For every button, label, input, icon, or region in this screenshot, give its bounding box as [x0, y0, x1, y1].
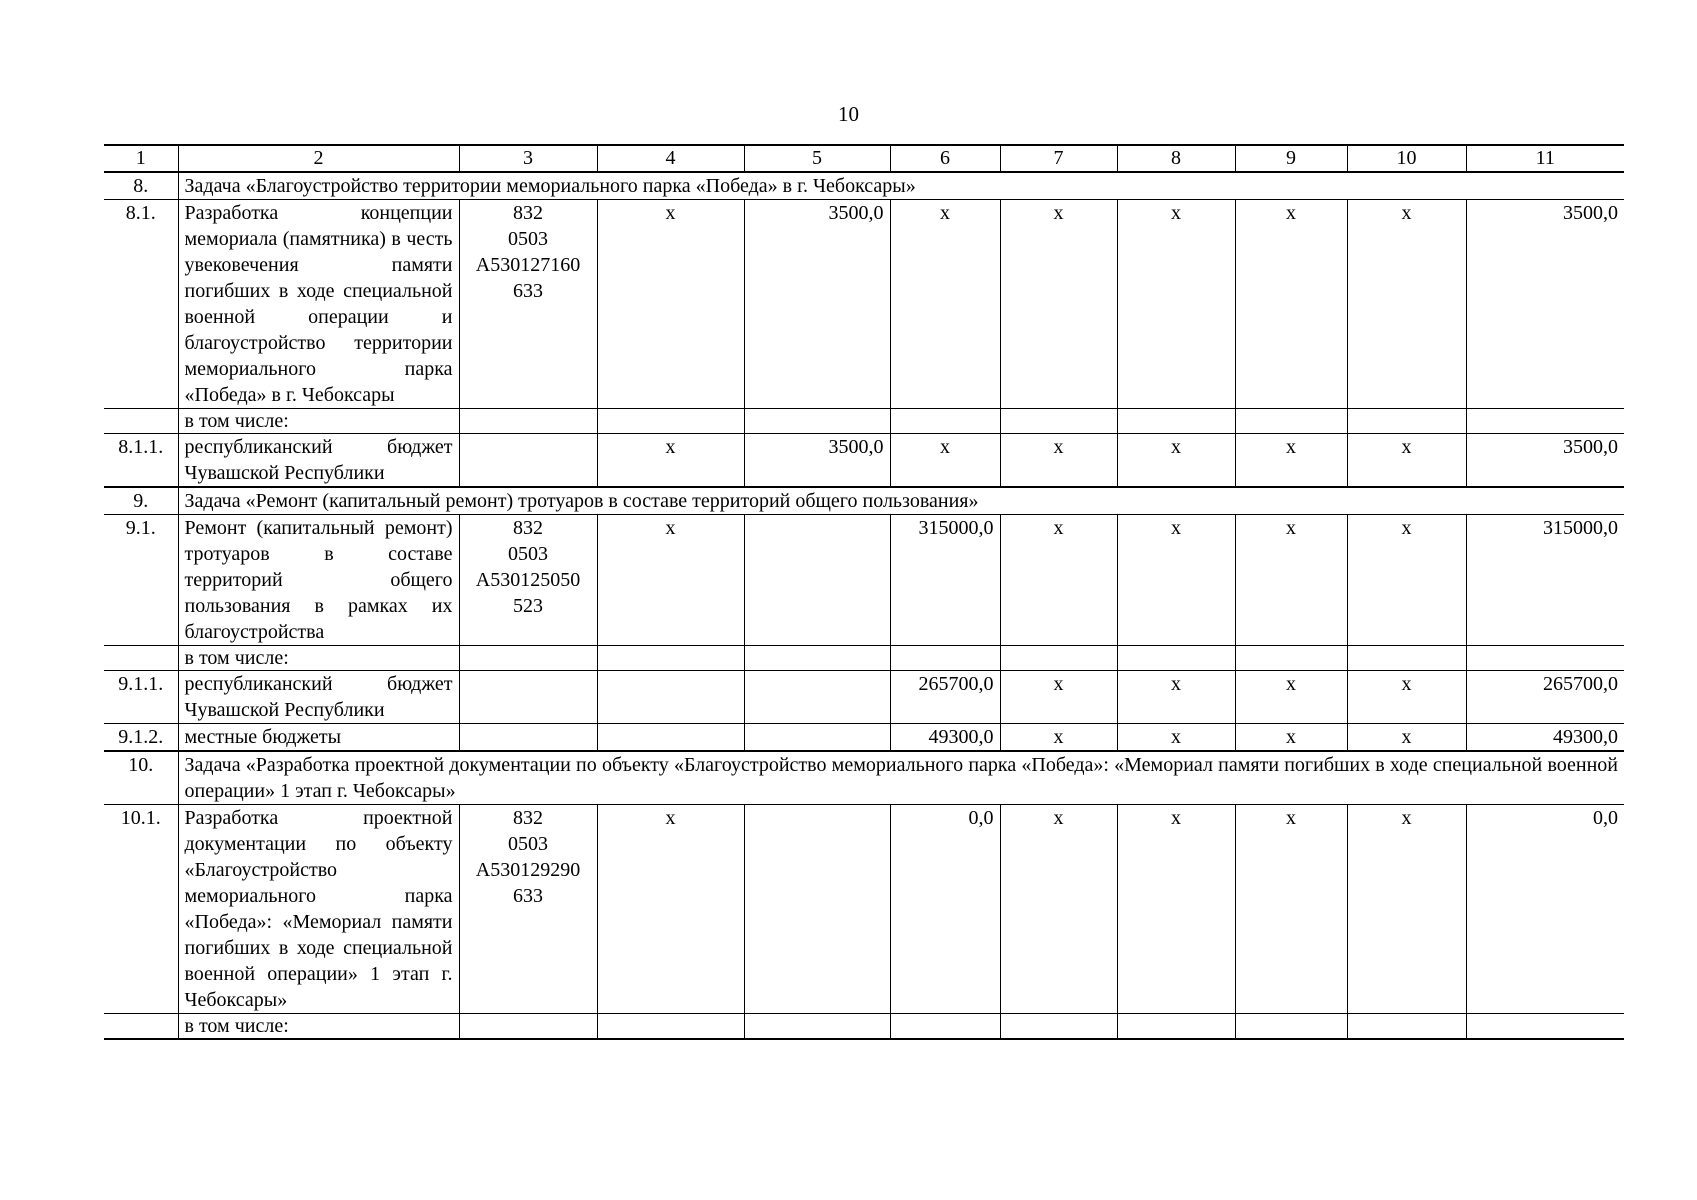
value-cell: [597, 724, 744, 752]
value-cell: x: [1235, 805, 1347, 1014]
value-cell: [1235, 1014, 1347, 1040]
value-cell: x: [1347, 671, 1466, 724]
budget-code: [459, 724, 597, 752]
value-cell: [597, 671, 744, 724]
value-cell: x: [1000, 724, 1117, 752]
value-cell: x: [1235, 515, 1347, 646]
row-number: 8.1.: [104, 200, 178, 409]
value-cell: [744, 1014, 890, 1040]
budget-code: [459, 200, 597, 409]
item-row: [104, 671, 1624, 724]
budget-code-line: 0503: [508, 833, 548, 855]
header-row: [104, 145, 1624, 172]
header-cell: 1: [104, 145, 178, 172]
value-cell: x: [1347, 805, 1466, 1014]
item-name: Разработка концепции мемориала (памятника) в честь увековечения памяти погибших в ходе специальной военной операции и благоустройство территории мемориального парка «Победа» в г. Чебоксары: [178, 200, 459, 409]
item-row: [104, 724, 1624, 752]
budget-code-line: 633: [513, 280, 543, 302]
total-cell: 265700,0: [1466, 671, 1624, 724]
budget-code: [459, 805, 597, 1014]
value-cell: x: [1117, 515, 1235, 646]
budget-code-line: 832: [513, 202, 543, 224]
item-name: Разработка проектной документации по объекту «Благоустройство мемориального парка «Победа»: «Мемориал памяти погибших в ходе специальной военной операции» 1 этап г. Чебоксары»: [178, 805, 459, 1014]
page-number: 10: [838, 102, 859, 126]
value-cell: 315000,0: [890, 515, 1000, 646]
item-row: [104, 805, 1624, 1014]
budget-code: [459, 515, 597, 646]
row-number: [104, 1014, 178, 1040]
header-cell: 5: [744, 145, 890, 172]
row-number: 10.1.: [104, 805, 178, 1014]
task-row: [104, 487, 1624, 515]
budget-code: [459, 1014, 597, 1040]
header-cell: 4: [597, 145, 744, 172]
value-cell: 49300,0: [890, 724, 1000, 752]
item-name: местные бюджеты: [178, 724, 459, 752]
header-cell: 10: [1347, 145, 1466, 172]
item-name: в том числе:: [178, 409, 459, 434]
value-cell: [1347, 646, 1466, 671]
value-cell: x: [597, 434, 744, 488]
value-cell: [1117, 409, 1235, 434]
budget-code-line: А530125050: [475, 569, 581, 591]
header-cell: 9: [1235, 145, 1347, 172]
value-cell: [744, 724, 890, 752]
value-cell: x: [1117, 671, 1235, 724]
value-cell: [1117, 646, 1235, 671]
total-cell: 3500,0: [1466, 200, 1624, 409]
value-cell: [744, 409, 890, 434]
value-cell: x: [1347, 200, 1466, 409]
value-cell: [1347, 409, 1466, 434]
item-name: в том числе:: [178, 646, 459, 671]
task-row: [104, 172, 1624, 200]
total-cell: 49300,0: [1466, 724, 1624, 752]
row-number: 9.: [104, 487, 178, 515]
value-cell: [1235, 646, 1347, 671]
value-cell: x: [1117, 434, 1235, 488]
budget-table: [104, 144, 1624, 1040]
value-cell: [744, 671, 890, 724]
value-cell: x: [1000, 200, 1117, 409]
value-cell: x: [1235, 434, 1347, 488]
row-number: 8.1.1.: [104, 434, 178, 488]
value-cell: x: [1117, 805, 1235, 1014]
item-name: в том числе:: [178, 1014, 459, 1040]
value-cell: 265700,0: [890, 671, 1000, 724]
value-cell: x: [890, 200, 1000, 409]
value-cell: x: [597, 200, 744, 409]
item-name: республиканский бюджет Чувашской Республики: [178, 671, 459, 724]
value-cell: [1000, 409, 1117, 434]
value-cell: 3500,0: [744, 200, 890, 409]
value-cell: x: [1000, 515, 1117, 646]
budget-code-line: 832: [513, 807, 543, 829]
budget-code-line: А530129290: [475, 859, 581, 881]
value-cell: [890, 409, 1000, 434]
budget-code-line: А530127160: [475, 254, 581, 276]
row-number: 8.: [104, 172, 178, 200]
header-cell: 3: [459, 145, 597, 172]
value-cell: 0,0: [890, 805, 1000, 1014]
value-cell: x: [1117, 724, 1235, 752]
value-cell: [597, 1014, 744, 1040]
row-number: [104, 409, 178, 434]
value-cell: x: [1000, 805, 1117, 1014]
value-cell: x: [1347, 434, 1466, 488]
budget-code-line: 832: [513, 517, 543, 539]
total-cell: [1466, 1014, 1624, 1040]
item-row: [104, 200, 1624, 409]
budget-code: [459, 671, 597, 724]
row-number: 9.1.2.: [104, 724, 178, 752]
value-cell: [744, 515, 890, 646]
value-cell: x: [1000, 671, 1117, 724]
total-cell: 3500,0: [1466, 434, 1624, 488]
value-cell: x: [1235, 724, 1347, 752]
total-cell: [1466, 409, 1624, 434]
value-cell: x: [1347, 515, 1466, 646]
value-cell: x: [890, 434, 1000, 488]
budget-code: [459, 409, 597, 434]
value-cell: [890, 1014, 1000, 1040]
value-cell: x: [1235, 200, 1347, 409]
value-cell: x: [597, 515, 744, 646]
budget-code-line: 523: [513, 595, 543, 617]
row-number: [104, 646, 178, 671]
row-number: 9.1.: [104, 515, 178, 646]
budget-code-line: 0503: [508, 228, 548, 250]
value-cell: x: [1235, 671, 1347, 724]
value-cell: [1000, 1014, 1117, 1040]
row-number: 10.: [104, 751, 178, 805]
task-title: Задача «Ремонт (капитальный ремонт) тротуаров в составе территорий общего пользования»: [178, 487, 1624, 515]
item-row: [104, 434, 1624, 488]
header-cell: 7: [1000, 145, 1117, 172]
value-cell: [744, 805, 890, 1014]
value-cell: [744, 646, 890, 671]
budget-code-line: 0503: [508, 543, 548, 565]
value-cell: [1235, 409, 1347, 434]
value-cell: [597, 409, 744, 434]
total-cell: 315000,0: [1466, 515, 1624, 646]
value-cell: [1117, 1014, 1235, 1040]
value-cell: 3500,0: [744, 434, 890, 488]
value-cell: x: [1117, 200, 1235, 409]
header-cell: 2: [178, 145, 459, 172]
header-cell: 8: [1117, 145, 1235, 172]
row-number: 9.1.1.: [104, 671, 178, 724]
budget-code-line: 633: [513, 885, 543, 907]
budget-code: [459, 434, 597, 488]
value-cell: [1000, 646, 1117, 671]
value-cell: [1347, 1014, 1466, 1040]
subtotal-label-row: [104, 646, 1624, 671]
task-title: Задача «Благоустройство территории мемориального парка «Победа» в г. Чебоксары»: [178, 172, 1624, 200]
subtotal-label-row: [104, 409, 1624, 434]
item-row: [104, 515, 1624, 646]
total-cell: 0,0: [1466, 805, 1624, 1014]
subtotal-label-row: [104, 1014, 1624, 1040]
task-title: Задача «Разработка проектной документации по объекту «Благоустройство мемориального парка «Победа»: «Мемориал памяти погибших в ходе специальной военной операции» 1 этап г. Чебоксары»: [178, 751, 1624, 805]
value-cell: [890, 646, 1000, 671]
total-cell: [1466, 646, 1624, 671]
value-cell: [597, 646, 744, 671]
header-cell: 6: [890, 145, 1000, 172]
budget-code: [459, 646, 597, 671]
value-cell: x: [1347, 724, 1466, 752]
value-cell: x: [597, 805, 744, 1014]
header-cell: 11: [1466, 145, 1624, 172]
value-cell: x: [1000, 434, 1117, 488]
item-name: Ремонт (капитальный ремонт) тротуаров в составе территорий общего пользования в рамках их благоустройства: [178, 515, 459, 646]
task-row: [104, 751, 1624, 805]
item-name: республиканский бюджет Чувашской Республики: [178, 434, 459, 488]
